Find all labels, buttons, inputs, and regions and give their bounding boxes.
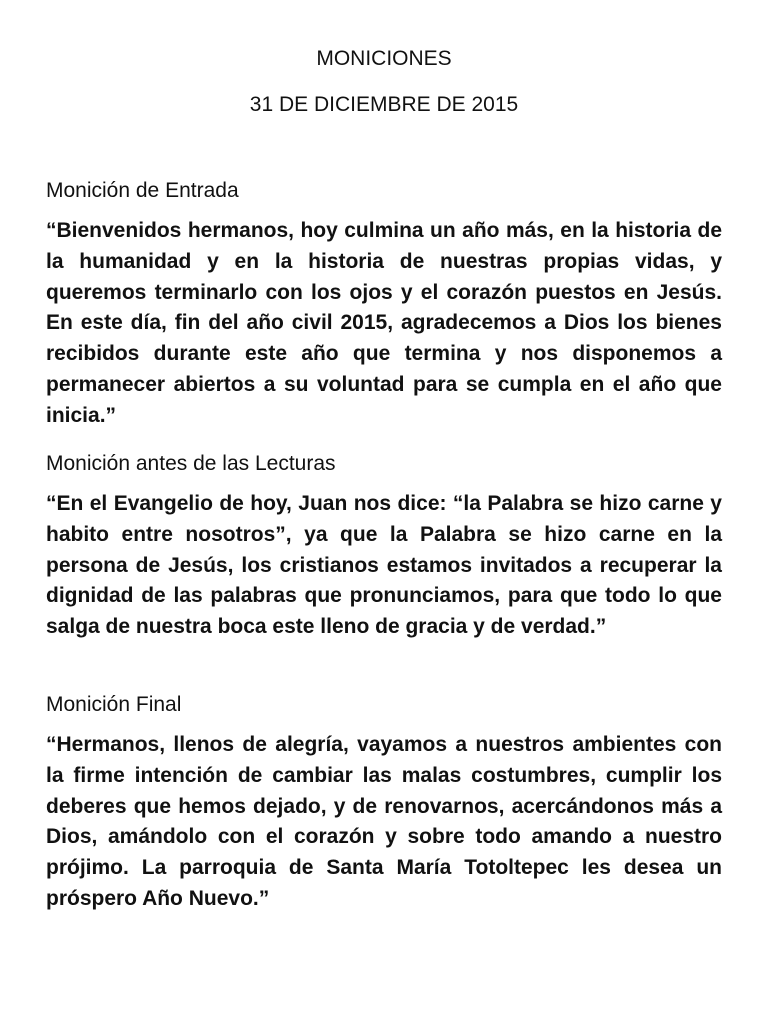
section-heading: Monición antes de las Lecturas [46,452,336,475]
section-text: “Bienvenidos hermanos, hoy culmina un año más, en la historia de la humanidad y en la historia de nuestras propias vidas, y queremos terminarlo con los ojos y el corazón puestos en Jesús. En este día, fin del año civil 2015, agradecemos a Dios los bienes recibidos durante este año que termina y nos disponemos a permanecer abiertos a su voluntad para se cumpla en el año que inicia.” [46,219,722,427]
document-title: MONICIONES [316,47,452,70]
section-text: “En el Evangelio de hoy, Juan nos dice: “la Palabra se hizo carne y habito entre nosotros”, ya que la Palabra se hizo carne en la persona de Jesús, los cristianos estamos invitados a recuperar la dignidad de las palabras que pronunciamos, para que todo lo que salga de nuestra boca este lleno de gracia y de verdad.” [46,492,722,639]
section-entrada [46,178,722,432]
section-heading: Monición de Entrada [46,179,239,202]
section-final [46,692,722,915]
section-heading: Monición Final [46,693,182,716]
document-date: 31 DE DICIEMBRE DE 2015 [249,93,519,116]
section-text: “Hermanos, llenos de alegría, vayamos a nuestros ambientes con la firme intención de cambiar las malas costumbres, cumplir los deberes que hemos dejado, y de renovarnos, acercándonos más a Dios, amándolo con el corazón y sobre todo amando a nuestro prójimo. La parroquia de Santa María Totoltepec les desea un próspero Año Nuevo.” [46,733,722,910]
section-lecturas [46,451,722,643]
